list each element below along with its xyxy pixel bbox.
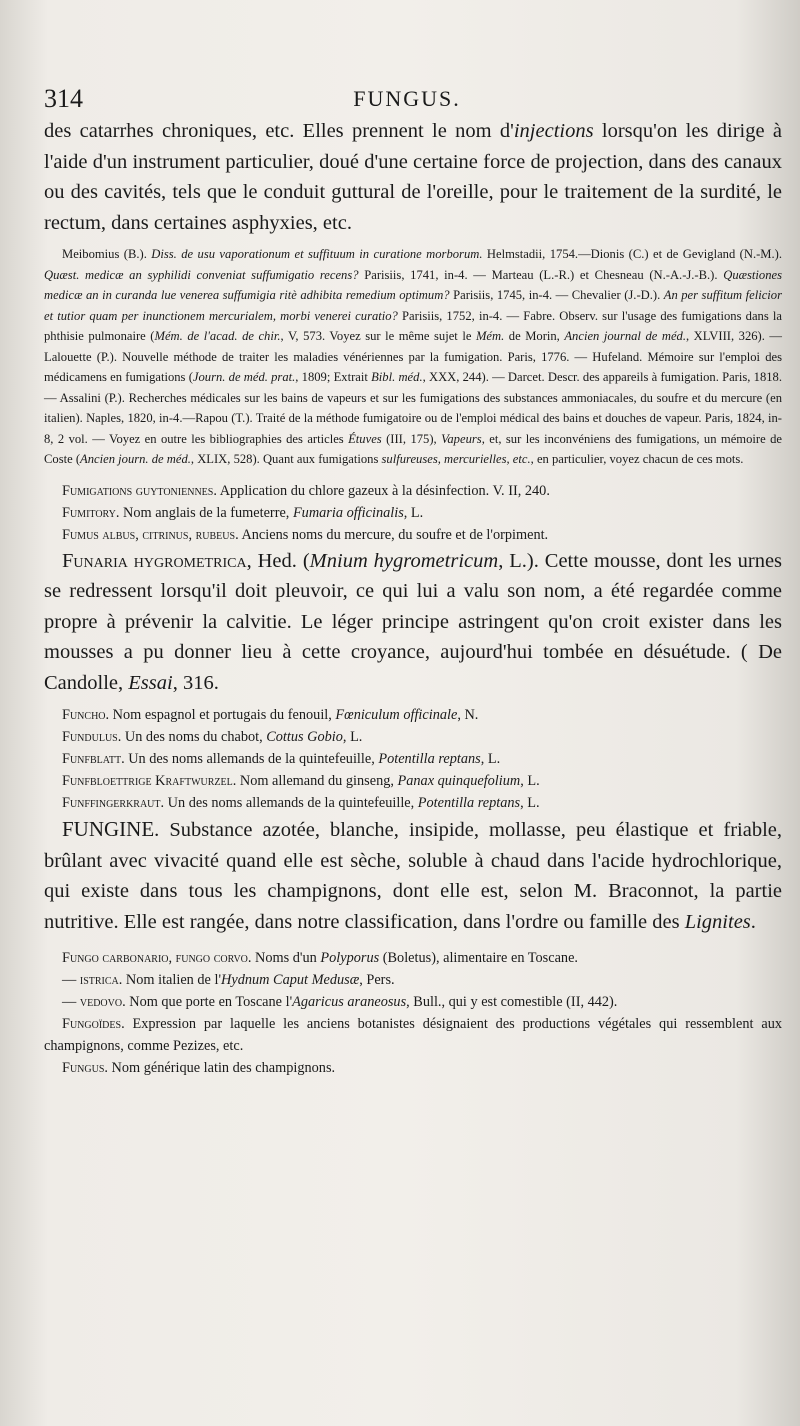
- bibliography-paragraph: Meibomius (B.). Diss. de usu vaporationum et suffituum in curatione morborum. Helmstadii, 1754.—Dionis (C.) et de Gevigland (N.-M.). Quæst. medicæ an syphilidi conveniat suffumigatio recens? Parisiis, 1741, in-4. — Marteau (L.-R.) et Chesneau (N.-A.-J.-B.). Quæstiones medicæ an in curanda lue venerea suffumigia ritè adhibita remedium optimum? Parisiis, 1745, in-4. — Chevalier (J.-D.). An per suffitum felicior et tutior quam per inunctionem mercurialem, morbi venerei curatio? Parisiis, 1752, in-4. — Fabre. Observ. sur l'usage des fumigations dans la phthisie pulmonaire (Mém. de l'acad. de chir., V, 573. Voyez sur le même sujet le Mém. de Morin, Ancien journal de méd., XLVIII, 326). — Lalouette (P.). Nouvelle méthode de traiter les maladies vénériennes par la fumigation. Paris, 1776. — Hufeland. Mémoire sur l'emploi des médicamens en fumigations (Journ. de méd. prat., 1809; Extrait Bibl. méd., XXX, 244). — Darcet. Descr. des appareils à fumigation. Paris, 1818. — Assalini (P.). Recherches médicales sur les bains de vapeurs et sur les fumigations des substances ammoniacales, du soufre et du mercure (en italien). Naples, 1820, in-4.—Rapou (T.). Traité de la méthode fumigatoire ou de l'emploi médical des bains et douches de vapeur. Paris, 1824, in-8, 2 vol. — Voyez en outre les bibliographies des articles Étuves (III, 175), Vapeurs, et, sur les inconvéniens des fumigations, un mémoire de Coste (Ancien journ. de méd., XLIX, 528). Quant aux fumigations sulfureuses, mercurielles, etc., en particulier, voyez chacun de ces mots.: [44, 247, 783, 466]
- entry-funfblatt: Funfblatt. Un des noms allemands de la quintefeuille, Potentilla reptans, L.: [62, 751, 501, 767]
- entry-fumigations-guytoniennes: Fumigations guytoniennes. Application du chlore gazeux à la désinfection. V. II, 240.: [62, 482, 550, 499]
- entry-fungus: Fungus. Nom générique latin des champignons.: [62, 1060, 336, 1076]
- entry-fundulus: Fundulus. Un des noms du chabot, Cottus Gobio, L.: [62, 729, 363, 745]
- entry-funfbloettrige: Funfbloettrige Kraftwurzel. Nom allemand du ginseng, Panax quinquefolium, L.: [62, 773, 540, 789]
- page-number: 314: [44, 84, 83, 113]
- entry-funaria: Funaria hygrometrica, Hed. (Mnium hygrometricum, L.). Cette mousse, dont les urnes se redressent lorsqu'il doit pleuvoir, ce qui lui a valu son nom, a été regardée comme propre à prévenir la calvitie. Le léger principe astringent qu'on croit exister dans les mousses a pu donner lieu à cette croyance, aujourd'hui tombée en désuétude. ( De Candolle, Essai, 316.: [44, 549, 783, 694]
- entry-fumus: Fumus albus, citrinus, rubeus. Anciens noms du mercure, du soufre et de l'orpiment.: [62, 526, 549, 543]
- running-head: FUNGUS.: [353, 86, 461, 111]
- page-header: [44, 84, 770, 118]
- entry-fumitory: Fumitory. Nom anglais de la fumeterre, Fumaria officinalis, L.: [62, 504, 424, 521]
- entry-funcho: Funcho. Nom espagnol et portugais du fenouil, Fœniculum officinale, N.: [62, 707, 479, 723]
- intro-paragraph: des catarrhes chroniques, etc. Elles prennent le nom d'injections lorsqu'on les dirige à l'aide d'un instrument particulier, doué d'une certaine force de projection, dans des canaux ou des cavités, tels que le conduit guttural de l'oreille, pour le traitement de la surdité, le rectum, dans certaines asphyxies, etc.: [44, 120, 782, 234]
- entry-fungine: FUNGINE. Substance azotée, blanche, insipide, mollasse, peu élastique et friable, brûlant avec vivacité quand elle est sèche, soluble à chaud dans l'acide hydrochlorique, qui existe dans tous les champignons, dont elle est, selon M. Braconnot, la partie nutritive. Elle est rangée, dans notre classification, dans l'ordre ou famille des Lignites.: [44, 817, 782, 933]
- entry-fungo-istrica: — istrica. Nom italien de l'Hydnum Caput Medusæ, Pers.: [62, 972, 395, 988]
- entry-fungoides: Fungoïdes. Expression par laquelle les anciens botanistes désignaient des productions végétales qui ressemblent aux champignons, comme Pezizes, etc.: [44, 1016, 782, 1054]
- page-body: [44, 116, 782, 1079]
- entry-fungo: Fungo carbonario, fungo corvo. Noms d'un Polyporus (Boletus), alimentaire en Toscane.: [62, 950, 578, 966]
- entry-fungo-vedovo: — vedovo. Nom que porte en Toscane l'Agaricus araneosus, Bull., qui y est comestible (II, 442).: [62, 994, 618, 1010]
- entry-funffingerkraut: Funffingerkraut. Un des noms allemands de la quintefeuille, Potentilla reptans, L.: [62, 795, 540, 811]
